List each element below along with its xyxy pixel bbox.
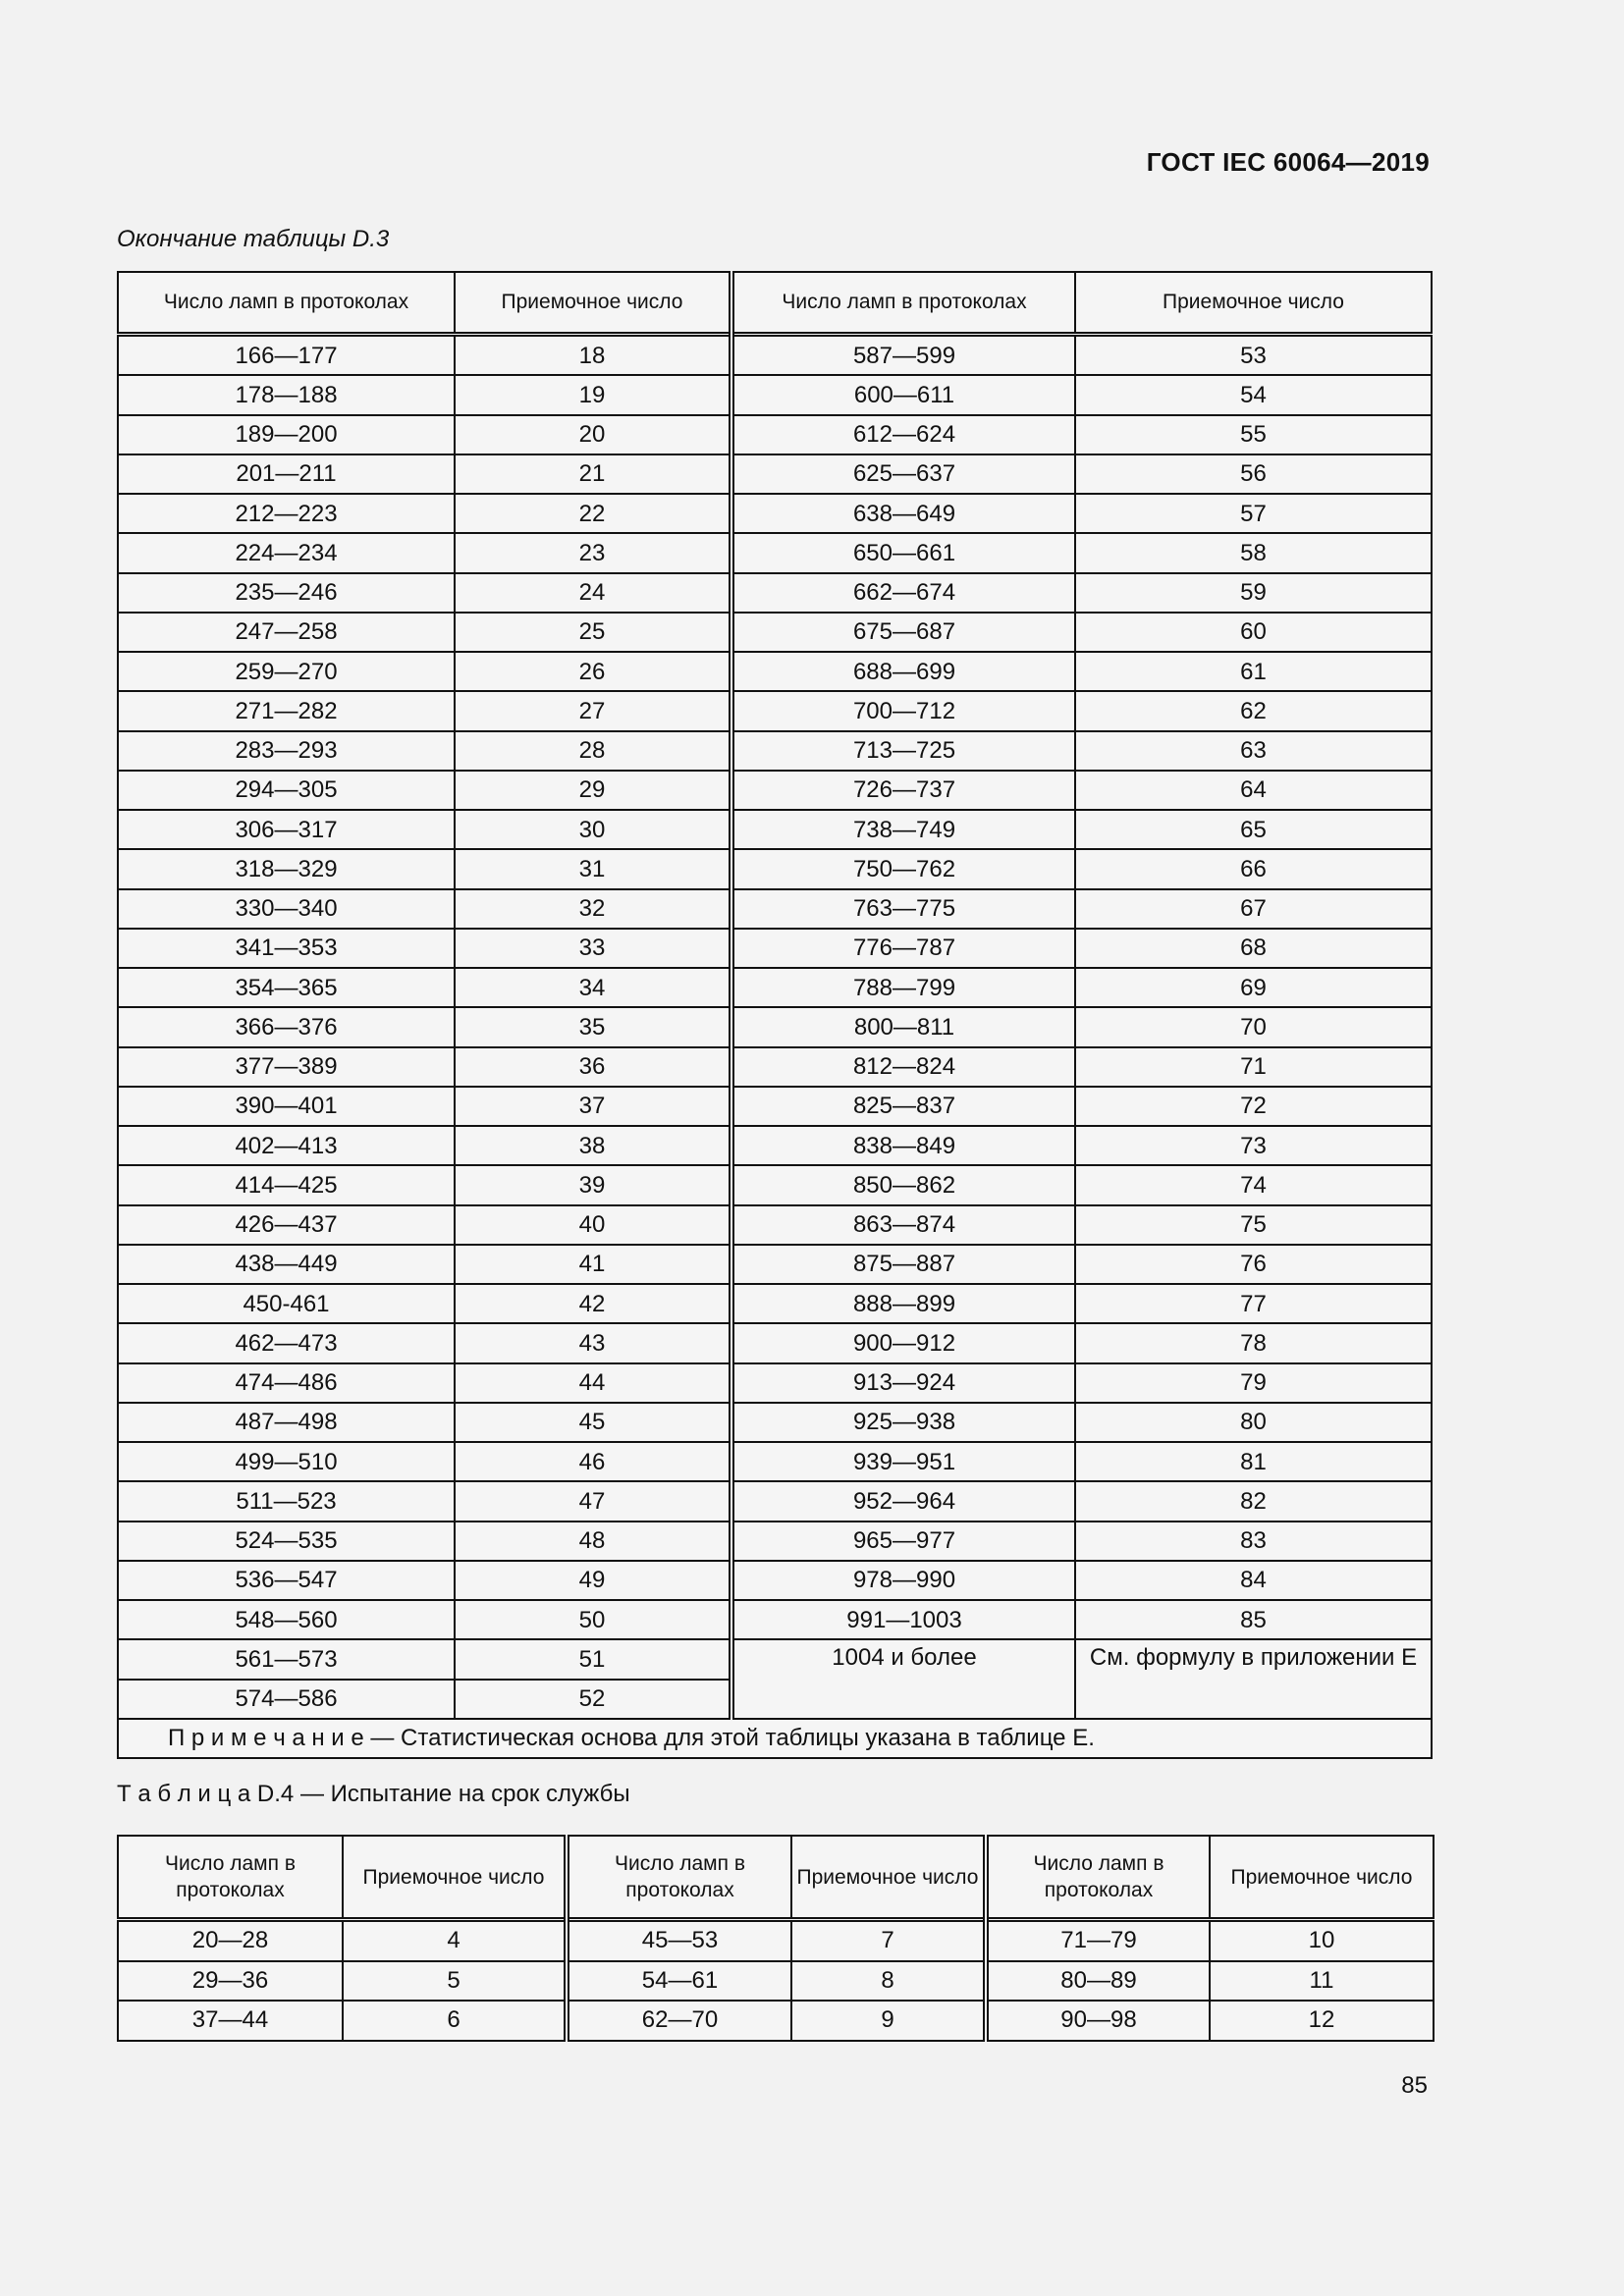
table-cell: 72	[1075, 1087, 1432, 1126]
table-cell: 85	[1075, 1600, 1432, 1639]
table-cell: 688—699	[731, 652, 1075, 691]
table-cell: 47	[455, 1481, 731, 1521]
table-cell: 662—674	[731, 573, 1075, 613]
table-d3-caption: Окончание таблицы D.3	[117, 226, 390, 252]
table-cell: 29—36	[118, 1961, 343, 2002]
table-cell: 271—282	[118, 691, 455, 730]
table-cell: 46	[455, 1442, 731, 1481]
table-cell: 306—317	[118, 810, 455, 849]
table-cell: 40	[455, 1205, 731, 1245]
table-cell: 59	[1075, 573, 1432, 613]
table-cell: 75	[1075, 1205, 1432, 1245]
header-cell: Приемочное число	[1075, 272, 1432, 335]
table-cell: 41	[455, 1245, 731, 1284]
table-cell: 377—389	[118, 1047, 455, 1087]
table-cell: 42	[455, 1284, 731, 1323]
table-row	[118, 1363, 1432, 1403]
table-cell: 44	[455, 1363, 731, 1403]
table-row	[118, 1522, 1432, 1561]
table-cell: 638—649	[731, 494, 1075, 533]
table-cell: 73	[1075, 1126, 1432, 1165]
table-cell: 20—28	[118, 1920, 343, 1961]
table-cell: 71	[1075, 1047, 1432, 1087]
table-cell: 524—535	[118, 1522, 455, 1561]
table-cell: 26	[455, 652, 731, 691]
table-cell: 850—862	[731, 1165, 1075, 1204]
header-cell: Приемочное число	[1210, 1836, 1434, 1920]
table-cell: 499—510	[118, 1442, 455, 1481]
table-cell: 600—611	[731, 375, 1075, 414]
table-cell: 5	[343, 1961, 567, 2002]
table-cell: 825—837	[731, 1087, 1075, 1126]
table-cell: 37	[455, 1087, 731, 1126]
table-row	[118, 454, 1432, 494]
table-cell: 6	[343, 2001, 567, 2041]
header-cell: Число ламп в протоколах	[118, 1836, 343, 1920]
table-d3	[117, 271, 1433, 1759]
table-cell: 39	[455, 1165, 731, 1204]
table-row	[118, 1920, 1434, 1961]
table-cell: 201—211	[118, 454, 455, 494]
table-cell: 875—887	[731, 1245, 1075, 1284]
table-cell: 90—98	[986, 2001, 1210, 2041]
table-row	[118, 691, 1432, 730]
table-row	[118, 573, 1432, 613]
table-cell: 11	[1210, 1961, 1434, 2002]
table-cell: 61	[1075, 652, 1432, 691]
table-cell: 34	[455, 968, 731, 1007]
table-cell: 24	[455, 573, 731, 613]
table-cell: 259—270	[118, 652, 455, 691]
table-cell: 54—61	[567, 1961, 791, 2002]
table-cell: 57	[1075, 494, 1432, 533]
table-cell: 561—573	[118, 1639, 455, 1679]
table-cell: 76	[1075, 1245, 1432, 1284]
table-row	[118, 1403, 1432, 1442]
table-row	[118, 849, 1432, 888]
table-cell: 189—200	[118, 415, 455, 454]
table-row	[118, 1284, 1432, 1323]
table-cell: 20	[455, 415, 731, 454]
table-row	[118, 652, 1432, 691]
table-cell: 81	[1075, 1442, 1432, 1481]
table-cell: 38	[455, 1126, 731, 1165]
table-cell: 548—560	[118, 1600, 455, 1639]
table-cell: 31	[455, 849, 731, 888]
table-row	[118, 1165, 1432, 1204]
header-cell: Число ламп в протоколах	[986, 1836, 1210, 1920]
table-cell: 587—599	[731, 335, 1075, 376]
table-cell: См. формулу в приложении Е	[1075, 1639, 1432, 1719]
table-cell: 65	[1075, 810, 1432, 849]
table-cell: 247—258	[118, 613, 455, 652]
table-cell: 965—977	[731, 1522, 1075, 1561]
table-row	[118, 494, 1432, 533]
table-cell: 28	[455, 731, 731, 771]
table-cell: 51	[455, 1639, 731, 1679]
table-cell: 80—89	[986, 1961, 1210, 2002]
table-cell: 913—924	[731, 1363, 1075, 1403]
table-cell: 318—329	[118, 849, 455, 888]
table-cell: 838—849	[731, 1126, 1075, 1165]
table-cell: 450-461	[118, 1284, 455, 1323]
table-d3-body	[118, 335, 1432, 1758]
table-cell: 726—737	[731, 771, 1075, 810]
table-cell: 78	[1075, 1323, 1432, 1362]
table-row	[118, 1087, 1432, 1126]
page-number: 85	[1401, 2072, 1428, 2099]
table-cell: 625—637	[731, 454, 1075, 494]
table-cell: 294—305	[118, 771, 455, 810]
table-cell: 750—762	[731, 849, 1075, 888]
table-d4-body	[118, 1920, 1434, 2041]
table-cell: 235—246	[118, 573, 455, 613]
table-cell: 50	[455, 1600, 731, 1639]
table-cell: 30	[455, 810, 731, 849]
table-cell: 45—53	[567, 1920, 791, 1961]
table-cell: 650—661	[731, 533, 1075, 572]
table-row	[118, 1245, 1432, 1284]
table-note-row	[118, 1719, 1432, 1758]
table-row	[118, 1442, 1432, 1481]
document-standard-header: ГОСТ IEC 60064—2019	[1146, 147, 1430, 177]
table-cell: 574—586	[118, 1680, 455, 1719]
table-row	[118, 1126, 1432, 1165]
table-row	[118, 731, 1432, 771]
table-cell: 390—401	[118, 1087, 455, 1126]
table-cell: 925—938	[731, 1403, 1075, 1442]
table-d4-caption: Т а б л и ц а D.4 — Испытание на срок службы	[117, 1781, 630, 1807]
table-row	[118, 1639, 1432, 1679]
table-cell: 45	[455, 1403, 731, 1442]
table-cell: 37—44	[118, 2001, 343, 2041]
header-cell: Приемочное число	[791, 1836, 986, 1920]
table-cell: 438—449	[118, 1245, 455, 1284]
table-row	[118, 968, 1432, 1007]
table-cell: 7	[791, 1920, 986, 1961]
table-cell: 79	[1075, 1363, 1432, 1403]
table-cell: 49	[455, 1561, 731, 1600]
table-cell: 52	[455, 1680, 731, 1719]
table-cell: 22	[455, 494, 731, 533]
table-d4-header-row	[118, 1836, 1434, 1920]
table-cell: 414—425	[118, 1165, 455, 1204]
header-cell: Число ламп в протоколах	[118, 272, 455, 335]
table-cell: 738—749	[731, 810, 1075, 849]
table-cell: 978—990	[731, 1561, 1075, 1600]
table-cell: 63	[1075, 731, 1432, 771]
table-cell: 402—413	[118, 1126, 455, 1165]
table-row	[118, 929, 1432, 968]
table-row	[118, 415, 1432, 454]
table-cell: 58	[1075, 533, 1432, 572]
table-cell: 212—223	[118, 494, 455, 533]
table-cell: 18	[455, 335, 731, 376]
table-cell: 71—79	[986, 1920, 1210, 1961]
table-cell: 53	[1075, 335, 1432, 376]
table-cell: 952—964	[731, 1481, 1075, 1521]
table-cell: 700—712	[731, 691, 1075, 730]
table-cell: 29	[455, 771, 731, 810]
table-cell: 462—473	[118, 1323, 455, 1362]
table-row	[118, 1205, 1432, 1245]
table-row	[118, 1047, 1432, 1087]
table-cell: 888—899	[731, 1284, 1075, 1323]
table-cell: 776—787	[731, 929, 1075, 968]
table-row	[118, 1481, 1432, 1521]
table-cell: 341—353	[118, 929, 455, 968]
table-row	[118, 889, 1432, 929]
table-cell: 64	[1075, 771, 1432, 810]
table-row	[118, 375, 1432, 414]
table-row	[118, 1961, 1434, 2002]
table-cell: 536—547	[118, 1561, 455, 1600]
table-cell: 25	[455, 613, 731, 652]
table-row	[118, 771, 1432, 810]
table-cell: 713—725	[731, 731, 1075, 771]
table-cell: 900—912	[731, 1323, 1075, 1362]
table-row	[118, 335, 1432, 376]
table-cell: 84	[1075, 1561, 1432, 1600]
table-row	[118, 533, 1432, 572]
table-cell: 23	[455, 533, 731, 572]
table-cell: 9	[791, 2001, 986, 2041]
table-cell: 56	[1075, 454, 1432, 494]
table-cell: 1004 и более	[731, 1639, 1075, 1719]
table-row	[118, 2001, 1434, 2041]
table-row	[118, 1323, 1432, 1362]
table-cell: 354—365	[118, 968, 455, 1007]
table-cell: 27	[455, 691, 731, 730]
table-cell: 70	[1075, 1007, 1432, 1046]
table-cell: 68	[1075, 929, 1432, 968]
table-cell: 939—951	[731, 1442, 1075, 1481]
table-cell: 33	[455, 929, 731, 968]
table-row	[118, 1600, 1432, 1639]
table-cell: 77	[1075, 1284, 1432, 1323]
table-row	[118, 810, 1432, 849]
table-cell: 166—177	[118, 335, 455, 376]
table-cell: 19	[455, 375, 731, 414]
table-cell: 10	[1210, 1920, 1434, 1961]
table-cell: 8	[791, 1961, 986, 2002]
table-cell: 366—376	[118, 1007, 455, 1046]
table-d3-header-row	[118, 272, 1432, 335]
table-cell: 80	[1075, 1403, 1432, 1442]
table-cell: 32	[455, 889, 731, 929]
table-cell: 178—188	[118, 375, 455, 414]
table-cell: 43	[455, 1323, 731, 1362]
table-cell: 69	[1075, 968, 1432, 1007]
table-d4	[117, 1835, 1435, 2042]
table-cell: 35	[455, 1007, 731, 1046]
table-cell: 224—234	[118, 533, 455, 572]
table-cell: 67	[1075, 889, 1432, 929]
table-cell: 511—523	[118, 1481, 455, 1521]
table-cell: 62—70	[567, 2001, 791, 2041]
table-cell: 487—498	[118, 1403, 455, 1442]
table-cell: 54	[1075, 375, 1432, 414]
table-row	[118, 1007, 1432, 1046]
table-cell: 55	[1075, 415, 1432, 454]
table-cell: 991—1003	[731, 1600, 1075, 1639]
header-cell: Число ламп в протоколах	[731, 272, 1075, 335]
table-note: П р и м е ч а н и е — Статистическая основа для этой таблицы указана в таблице Е.	[118, 1719, 1432, 1758]
table-cell: 4	[343, 1920, 567, 1961]
table-cell: 48	[455, 1522, 731, 1561]
table-cell: 82	[1075, 1481, 1432, 1521]
table-cell: 812—824	[731, 1047, 1075, 1087]
table-cell: 21	[455, 454, 731, 494]
table-cell: 62	[1075, 691, 1432, 730]
header-cell: Число ламп в протоколах	[567, 1836, 791, 1920]
header-cell: Приемочное число	[455, 272, 731, 335]
table-cell: 788—799	[731, 968, 1075, 1007]
table-cell: 675—687	[731, 613, 1075, 652]
table-cell: 474—486	[118, 1363, 455, 1403]
table-cell: 66	[1075, 849, 1432, 888]
table-row	[118, 1561, 1432, 1600]
table-cell: 800—811	[731, 1007, 1075, 1046]
header-cell: Приемочное число	[343, 1836, 567, 1920]
table-cell: 60	[1075, 613, 1432, 652]
table-cell: 763—775	[731, 889, 1075, 929]
table-cell: 426—437	[118, 1205, 455, 1245]
table-cell: 863—874	[731, 1205, 1075, 1245]
table-cell: 83	[1075, 1522, 1432, 1561]
table-cell: 330—340	[118, 889, 455, 929]
table-cell: 74	[1075, 1165, 1432, 1204]
table-cell: 283—293	[118, 731, 455, 771]
table-cell: 36	[455, 1047, 731, 1087]
table-cell: 12	[1210, 2001, 1434, 2041]
table-row	[118, 613, 1432, 652]
table-cell: 612—624	[731, 415, 1075, 454]
